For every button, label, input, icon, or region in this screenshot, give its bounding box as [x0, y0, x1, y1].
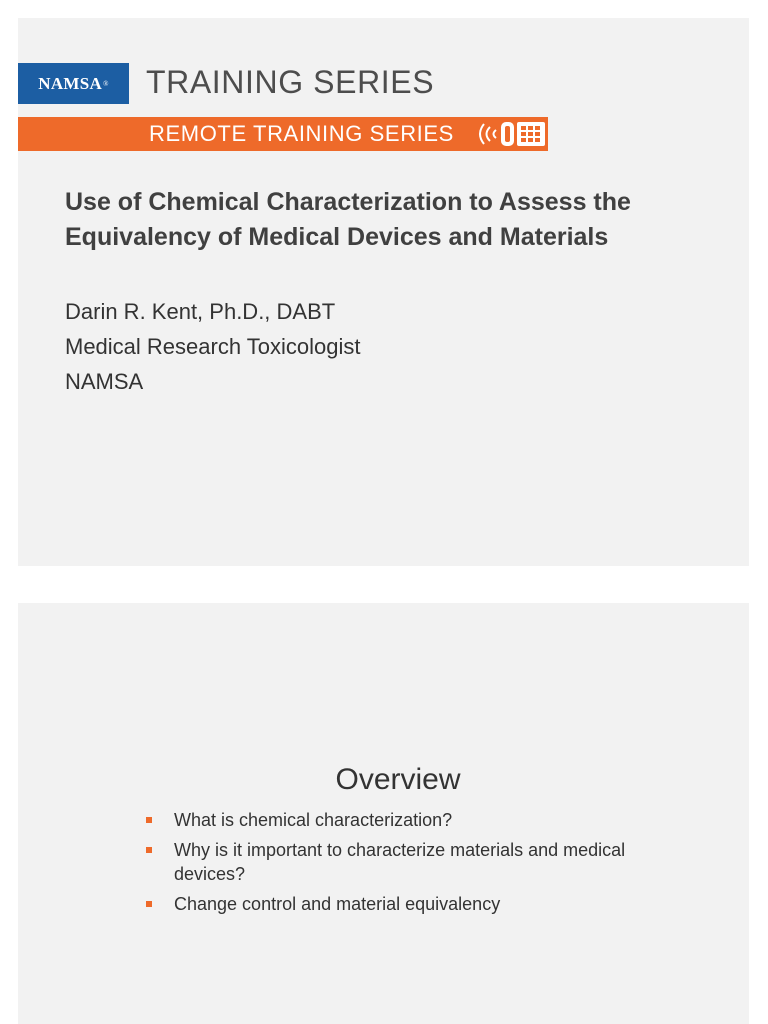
bullet-square-icon — [146, 847, 152, 853]
logo-registered-mark: ® — [103, 79, 109, 88]
presenter-info — [65, 294, 361, 399]
list-item — [146, 892, 626, 916]
presentation-title: Use of Chemical Characterization to Assess the Equivalency of Medical Devices and Materials — [65, 188, 631, 251]
bullet-text: Change control and material equivalency — [174, 894, 501, 914]
bullet-square-icon — [146, 901, 152, 907]
phone-calling-icon — [470, 118, 548, 155]
presenter-name: Darin R. Kent, Ph.D., DABT — [65, 299, 336, 324]
namsa-logo — [18, 63, 129, 104]
logo-text: NAMSA — [38, 73, 103, 93]
overview-slide — [18, 603, 749, 1024]
remote-training-banner — [18, 117, 548, 151]
remote-training-label: REMOTE TRAINING SERIES — [149, 121, 454, 146]
list-item — [146, 808, 626, 832]
overview-bullet-list — [146, 808, 626, 922]
training-series-title: TRAINING SERIES — [146, 64, 435, 100]
overview-heading: Overview — [335, 763, 461, 796]
list-item — [146, 838, 626, 886]
title-slide — [18, 18, 749, 566]
presenter-organization: NAMSA — [65, 369, 144, 394]
bullet-square-icon — [146, 817, 152, 823]
presenter-role: Medical Research Toxicologist — [65, 334, 361, 359]
bullet-text: Why is it important to characterize materials and medical devices? — [174, 840, 626, 884]
bullet-text: What is chemical characterization? — [174, 810, 453, 830]
